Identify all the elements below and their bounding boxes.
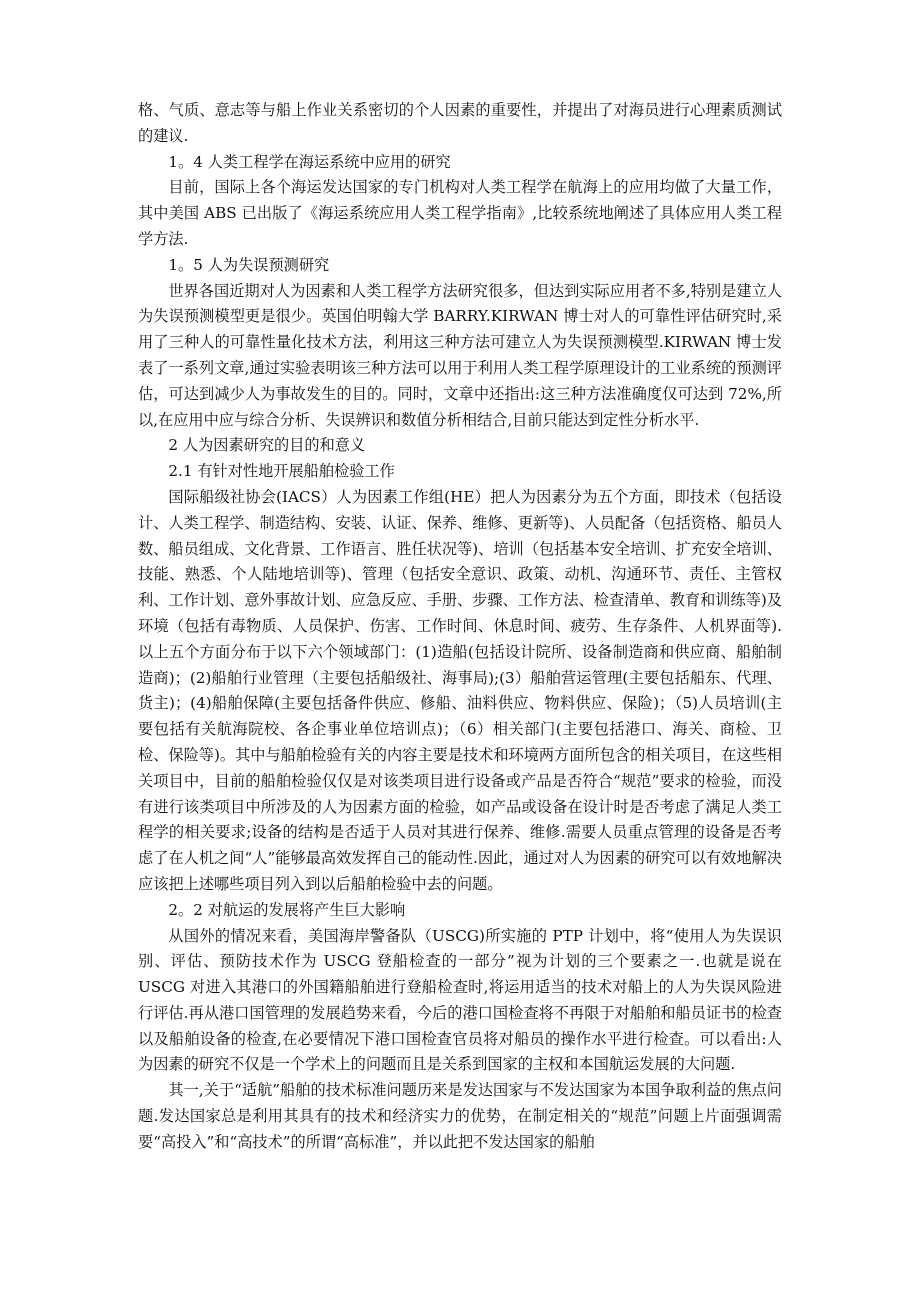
section-heading-2: 2 人为因素研究的目的和意义 bbox=[168, 436, 366, 455]
paragraph: 目前，国际上各个海运发达国家的专门机构对人类工程学在航海上的应用均做了大量工作，其中美国 ABS 已出版了《海运系统应用人类工程学指南》,比较系统地阐述了具体应用人类工程学方法. bbox=[138, 178, 782, 248]
paragraph: 其一,关于“适航”船舶的技术标准问题历来是发达国家与不发达国家为本国争取利益的焦点问题.发达国家总是利用其具有的技术和经济实力的优势，在制定相关的“规范”问题上片面强调需要“高投入”和“高技术”的所谓“高标准”，并以此把不发达国家的船舶 bbox=[138, 1081, 782, 1151]
section-heading-1-4: 1。4 人类工程学在海运系统中应用的研究 bbox=[168, 152, 451, 171]
section-heading-1-5: 1。5 人为失误预测研究 bbox=[168, 255, 330, 274]
section-heading-2-2: 2。2 对航运的发展将产生巨大影响 bbox=[168, 900, 406, 919]
paragraph: 世界各国近期对人为因素和人类工程学方法研究很多，但达到实际应用者不多,特别是建立人为失误预测模型更是很少。英国伯明翰大学 BARRY.KIRWAN 博士对人的可靠性评估研究时,采用了三种人的可靠性量化技术方法，利用这三种方法可建立人为失误预测模型.KIRWAN 博士发表了一系列文章,通过实验表明该三种方法可以用于利用人类工程学原理设计的工业系统的预测评估，可达到减少人为事故发生的目的。同时，文章中还指出:这三种方法准确度仅可达到 72%,所以,在应用中应与综合分析、失误辨识和数值分析相结合,目前只能达到定性分析水平. bbox=[138, 281, 782, 429]
paragraph: 格、气质、意志等与船上作业关系密切的个人因素的重要性，并提出了对海员进行心理素质测试的建议. bbox=[138, 101, 782, 145]
document-page bbox=[138, 98, 782, 1156]
section-heading-2-1: 2.1 有针对性地开展船舶检验工作 bbox=[168, 462, 395, 481]
paragraph: 国际船级社协会(IACS）人为因素工作组(HE）把人为因素分为五个方面，即技术（包括设计、人类工程学、制造结构、安装、认证、保养、维修、更新等)、人员配备（包括资格、船员人数、船员组成、文化背景、工作语言、胜任状况等)、培训（包括基本安全培训、扩充安全培训、技能、熟悉、个人陆地培训等)、管理（包括安全意识、政策、动机、沟通环节、责任、主管权利、工作计划、意外事故计划、应急反应、手册、步骤、工作方法、检查清单、教育和训练等)及环境（包括有毒物质、人员保护、伤害、工作时间、休息时间、疲劳、生存条件、人机界面等).以上五个方面分布于以下六个领域部门：(1)造船(包括设计院所、设备制造商和供应商、船舶制造商)；(2)船舶行业管理（主要包括船级社、海事局);(3）船舶营运管理(主要包括船东、代理、货主)；(4)船舶保障(主要包括备件供应、修船、油料供应、物料供应、保险)；（5)人员培训(主要包括有关航海院校、各企事业单位培训点)；（6）相关部门(主要包括港口、海关、商检、卫检、保险等)。其中与船舶检验有关的内容主要是技术和环境两方面所包含的相关项目，在这些相关项目中，目前的船舶检验仅仅是对该类项目进行设备或产品是否符合“规范”要求的检验，而没有进行该类项目中所涉及的人为因素方面的检验，如产品或设备在设计时是否考虑了满足人类工程学的相关要求;设备的结构是否适于人员对其进行保养、维修.需要人员重点管理的设备是否考虑了在人机之间“人”能够最高效发挥自己的能动性.因此，通过对人为因素的研究可以有效地解决应该把上述哪些项目列入到以后船舶检验中去的问题。 bbox=[138, 487, 782, 893]
paragraph: 从国外的情况来看，美国海岸警备队（USCG)所实施的 PTP 计划中，将“使用人为失误识别、评估、预防技术作为 USCG 登船检查的一部分”视为计划的三个要素之一.也就是说在 USCG 对进入其港口的外国籍船舶进行登船检查时,将运用适当的技术对船上的人为失误风险进行评估.再从港口国管理的发展趋势来看，今后的港口国检查将不再限于对船舶和船员证书的检查以及船舶设备的检查,在必要情况下港口国检查官员将对船员的操作水平进行检查。可以看出:人为因素的研究不仅是一个学术上的问题而且是关系到国家的主权和本国航运发展的大问题. bbox=[138, 926, 782, 1074]
